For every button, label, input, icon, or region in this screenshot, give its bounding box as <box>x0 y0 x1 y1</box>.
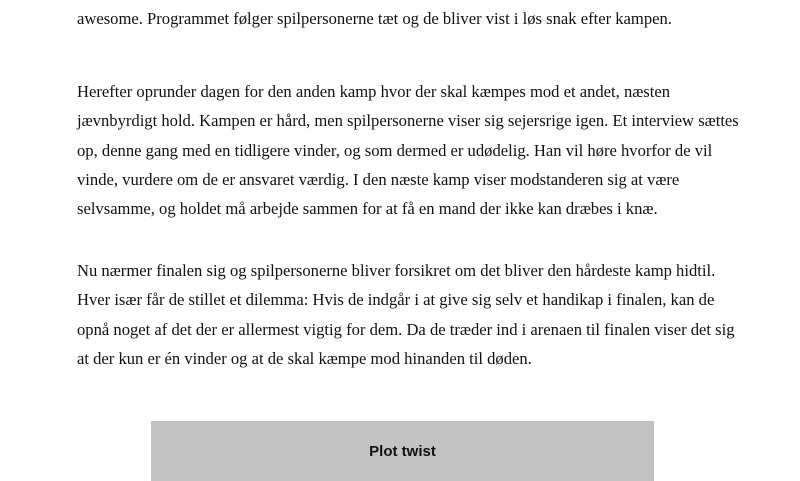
paragraph-line: Herefter oprunder dagen for den anden kamp hvor der skal kæmpes mod et andet, næsten <box>77 82 671 101</box>
paragraph-3 <box>77 256 737 373</box>
paragraph-line: awesome. Programmet følger spilpersonerne tæt og de bliver vist i løs snak efter kampen. <box>77 9 672 28</box>
plot-twist-box <box>151 421 654 481</box>
paragraph-line: opnå noget af det der er allermest vigtig for dem. Da de træder ind i arenaen til finalen viser det sig <box>77 319 735 339</box>
paragraph-line: vinde, vurdere om de er ansvaret værdig. I den næste kamp viser modstanderen sig at være <box>77 169 680 189</box>
paragraph-line: jævnbyrdigt hold. Kampen er hård, men spilpersonerne viser sig sejersrige igen. Et interview sættes <box>77 111 739 131</box>
paragraph-1 <box>77 4 737 33</box>
paragraph-line: op, denne gang med en tidligere vinder, og som dermed er udødelig. Han vil høre hvorfor de vil <box>77 140 713 160</box>
paragraph-2 <box>77 77 737 223</box>
paragraph-line: Nu nærmer finalen sig og spilpersonerne bliver forsikret om det bliver den hårdeste kamp hidtil. <box>77 261 716 280</box>
plot-twist-title: Plot twist <box>369 443 436 460</box>
paragraph-line: Hver især får de stillet et dilemma: Hvis de indgår i at give sig selv et handikap i finalen, kan de <box>77 290 715 310</box>
paragraph-line: at der kun er én vinder og at de skal kæmpe mod hinanden til døden. <box>77 348 532 368</box>
paragraph-line: selvsamme, og holdet må arbejde sammen for at få en mand der ikke kan dræbes i knæ. <box>77 199 658 219</box>
